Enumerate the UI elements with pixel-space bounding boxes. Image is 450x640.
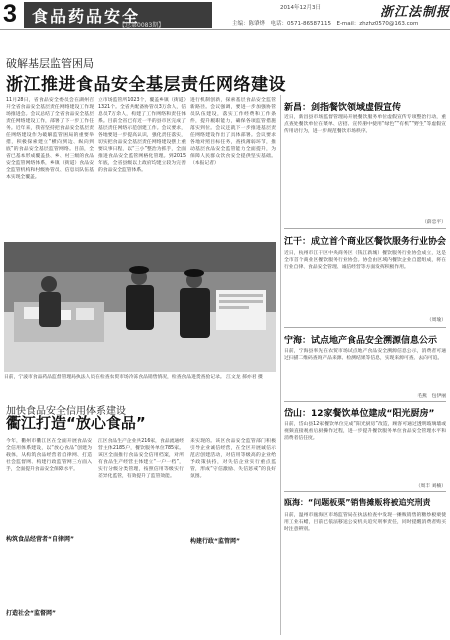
second-column-3: 来实现的。该区食品安全监管部门积极引导企业诚信经营，在全区开展诚信示范店创建活动，对信用等级高的企业给予政策扶持，对失信企业实行重点监管，形成“守信激励、失信惩戒”的良好氛围。 bbox=[190, 439, 276, 479]
lead-column-3: 进行机制创新，探索基层食品安全监管新路径。会议强调，要进一步加强协管员队伍建设，落实工作经费和工作条件，提升履职能力，确保各项监管措施落实到位。会议还就下一步推进基层责任网络建设作出了具体部署。会议要求各地对照目标任务，查找薄弱环节，推动基层食品安全监管能力全面提升，为保障人民群众饮食安全提供坚实基础。（本报记者） bbox=[190, 98, 276, 166]
subhead-social-supervision: 打造社会“监督网” bbox=[6, 610, 56, 617]
sidebar-head-daishan: 岱山：12家餐饮单位建成“阳光厨房” bbox=[284, 409, 435, 419]
sidebar-byline-ninghai: 毛燕 包伊丽 bbox=[417, 394, 446, 399]
sidebar-byline-daishan: （周丰 刘楠） bbox=[415, 484, 446, 489]
subhead-self-discipline: 构筑食品经营者“自律网” bbox=[6, 536, 74, 543]
sidebar-body-ninghai: 日前，宁海县率先在农贸市场试点地产食品安全溯源信息公示，消费者可通过扫描二维码查询产品来源、检测结果等信息，实现来源可查、去向可追。 bbox=[284, 349, 446, 361]
sidebar-divider bbox=[284, 327, 446, 328]
lead-column-1: 11月28日，省食品安全委员会在湖州召开全省食品安全基层责任网络建设工作现场推进会。会议总结了全省食品安全基层责任网络建设工作，部署了下一步工作任务。近年来，我省坚持把食品安全基层责任网络建设作为破解监管困局的重要举措，积极探索建立“横向到边、纵向到底”的食品安全基层监管网络。目前，全省已基本形成覆盖县、乡、村三级的食品安全监管网络体系，乡镇（街道）食品安全监管机构和村级协管员、信息员队伍基本实现全覆盖。 bbox=[6, 98, 94, 180]
news-photo bbox=[4, 242, 276, 372]
sidebar-divider bbox=[284, 401, 446, 402]
second-headline: 衢江打造“放心食品” bbox=[6, 414, 146, 432]
sidebar-divider bbox=[284, 491, 446, 492]
subhead-admin-regulation: 构建行政“监管网” bbox=[190, 538, 240, 545]
section-code: 【总第0083期】 bbox=[119, 22, 165, 29]
lead-column-2: 立市场监管所1023个，覆盖乡镇（街道）1321个。全省共配备协管员3万余人，信息员7万余人，构建了工作网络和责任体系。目前全省已有近一半的县市区完成了基层责任网络示范创建工作。会议要求，各地要进一步提高认识，强化责任落实，切实把食品安全基层责任网络建设摆上重要议事日程，以“三小”整治为抓手，全面推进食品安全监管网格化管理。到2015年底，全省县级以上政府均建立较为完善的食品安全监管体系。 bbox=[98, 98, 186, 173]
lead-kicker: 破解基层监管困局 bbox=[6, 57, 94, 70]
section-banner bbox=[24, 2, 212, 28]
sidebar-rule bbox=[280, 95, 281, 635]
editor-info: 主编：陈肇烨 电话：0571-86587115 E-mail：zhzhz0570@163.com bbox=[232, 21, 419, 27]
inspection-photo-illustration bbox=[4, 242, 276, 372]
sidebar-head-ouhai: 瓯海：“问题板栗”销售摊贩将被追究刑责 bbox=[284, 498, 431, 507]
photo-caption: 日前，宁波市食品药品监督管理局执法人员在检查农贸市场冷冻食品销售情况，检查食品进货查验记录。 江文龙 郝亦君 摄 bbox=[4, 375, 263, 380]
second-kicker: 加快食品安全信用体系建设 bbox=[6, 406, 126, 417]
page-number: 3 bbox=[3, 0, 17, 28]
masthead bbox=[0, 0, 450, 30]
second-column-1: 今年，衢州市衢江区在全面开展食品安全信用体系建设，以“放心食品”创建为载体，从构筑食品经营者自律网、打造社会监督网、构建行政监管网三方面入手，全面提升食品安全保障水平。 bbox=[6, 439, 92, 472]
sidebar-body-xinchang: 近日，新昌县市场监督管理局开展餐饮服务单位虚假宣传专项整治行动，重点查处餐饮单位在菜单、店招、宣传册中使用“绿色”“有机”“野生”等虚假宣传用语行为，进一步规范餐饮市场秩序。 bbox=[284, 115, 446, 134]
masthead-rule bbox=[0, 29, 450, 30]
sidebar-body-jianggan: 近日，杭州市江干区中央商务区（钱江新城）餐饮服务行业协会成立，这是全市首个商业区餐饮服务行业协会。协会由区域内餐饮企业自愿组成，将在行业自律、食品安全管理、诚信经营等方面发挥积极作用。 bbox=[284, 251, 446, 270]
sidebar-body-daishan: 日前，岱山县12家餐饮单位完成“阳光厨房”改造，顾客可通过透明玻璃墙或视频直接观看后厨操作过程，进一步提升餐饮服务单位食品安全管理水平和消费者信任度。 bbox=[284, 422, 446, 441]
sidebar-byline-xinchang: （薛忠平） bbox=[422, 220, 446, 225]
sidebar-head-jianggan: 江干：成立首个商业区餐饮服务行业协会 bbox=[284, 237, 447, 247]
sidebar-divider bbox=[284, 228, 446, 229]
paper-name: 浙江法制报 bbox=[380, 5, 450, 20]
section-title: 食品药品安全 bbox=[32, 7, 141, 26]
issue-date: 2014年12月3日 bbox=[280, 5, 321, 11]
sidebar-head-ninghai: 宁海：试点地产食品安全溯源信息公示 bbox=[284, 336, 438, 346]
sidebar-byline-jianggan: （周瑜） bbox=[426, 318, 446, 323]
second-column-2: 江区食品生产企业共216家，食品流通经营主体2185户，餐饮服务单位785家。该区全面推行食品安全信用档案，对所有食品生产经营主体建立“一户一档”，实行分级分类管理，按照信用等级实行差异化监管，有效提升了监管效能。 bbox=[98, 439, 184, 479]
sidebar-body-ouhai: 日前，温州市瓯海区市场监管局在执法检查中发现一摊贩销售的糖炒板栗使用工业石蜡，目前已依法移送公安机关追究刑事责任，同时提醒消费者购买时注意辨别。 bbox=[284, 513, 446, 532]
lead-headline: 浙江推进食品安全基层责任网络建设 bbox=[6, 75, 286, 95]
sidebar-head-xinchang: 新昌：剑指餐饮领域虚假宣传 bbox=[284, 103, 402, 113]
